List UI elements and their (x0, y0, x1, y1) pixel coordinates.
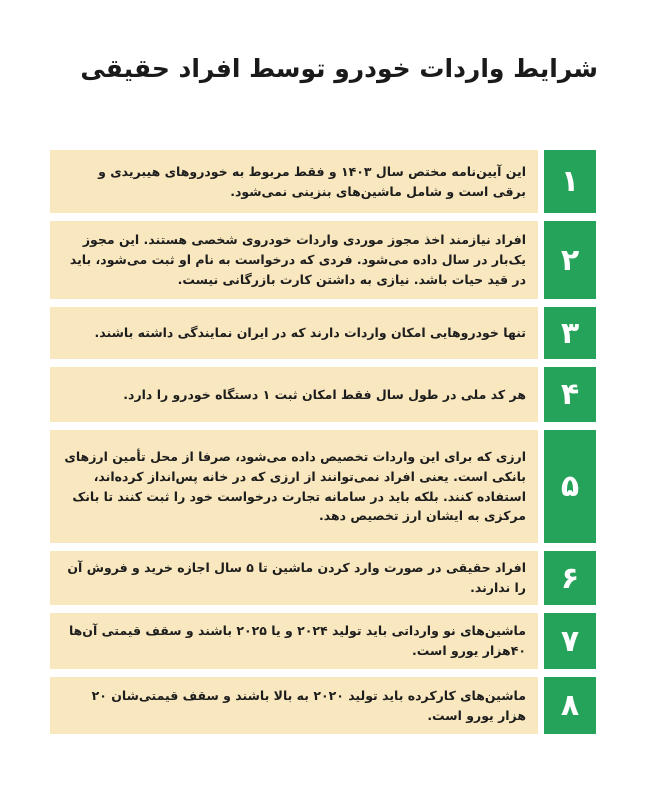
item-card (50, 677, 538, 734)
list-item (50, 150, 596, 213)
item-text: افراد نیازمند اخذ مجوز موردی واردات خودروی شخصی هستند. این مجوز یک‌بار در سال داده می‌شود. فردی که درخواست به نام او ثبت می‌شود، باید در قید حیات باشد. نیازی به داشتن کارت بازرگانی نیست. (69, 232, 526, 287)
list-item (50, 430, 596, 543)
item-number-badge: ۵ (544, 430, 596, 543)
item-card (50, 551, 538, 605)
list-item (50, 677, 596, 734)
list-item (50, 307, 596, 359)
item-text: این آیین‌نامه مختص سال ۱۴۰۳ و فقط مربوط به خودروهای هیبریدی و برقی است و شامل ماشین‌های بنزینی نمی‌شود. (98, 163, 526, 199)
list-item (50, 367, 596, 422)
item-number-badge: ۱ (544, 150, 596, 213)
item-text: هر کد ملی در طول سال فقط امکان ثبت ۱ دستگاه خودرو را دارد. (123, 386, 526, 402)
conditions-list (50, 150, 596, 742)
item-number-badge: ۳ (544, 307, 596, 359)
item-card (50, 430, 538, 543)
item-card (50, 221, 538, 299)
list-item (50, 551, 596, 605)
item-card (50, 613, 538, 669)
item-number-badge: ۷ (544, 613, 596, 669)
item-card (50, 367, 538, 422)
item-number-badge: ۸ (544, 677, 596, 734)
list-item (50, 221, 596, 299)
list-item (50, 613, 596, 669)
item-text: ماشین‌های کارکرده باید تولید ۲۰۲۰ به بالا باشند و سقف قیمتی‌شان ۲۰ هزار یورو است. (91, 687, 526, 723)
page-title: شرایط واردات خودرو توسط افراد حقیقی (80, 54, 598, 83)
item-text: ماشین‌های نو وارداتی باید تولید ۲۰۲۴ و یا ۲۰۲۵ باشند و سقف قیمتی آن‌ها ۴۰هزار یورو است. (68, 623, 526, 658)
item-number-badge: ۴ (544, 367, 596, 422)
item-text: افراد حقیقی در صورت وارد کردن ماشین تا ۵ سال اجازه خرید و فروش آن را ندارند. (67, 560, 526, 595)
item-card (50, 150, 538, 213)
item-card (50, 307, 538, 359)
item-number-badge: ۶ (544, 551, 596, 605)
item-text: ارزی که برای این واردات تخصیص داده می‌شود، صرفا از محل تأمین ارزهای بانکی است. یعنی افراد نمی‌توانند از ارزی که در خانه پس‌انداز کرده‌اند، استفاده کنند. بلکه باید در سامانه تجارت درخواست خود را ثبت کنند تا بانک مرکزی به ایشان ارز تخصیص دهد. (64, 449, 526, 524)
item-number-badge: ۲ (544, 221, 596, 299)
item-text: تنها خودروهایی امکان واردات دارند که در ایران نمایندگی داشته باشند. (94, 325, 526, 341)
